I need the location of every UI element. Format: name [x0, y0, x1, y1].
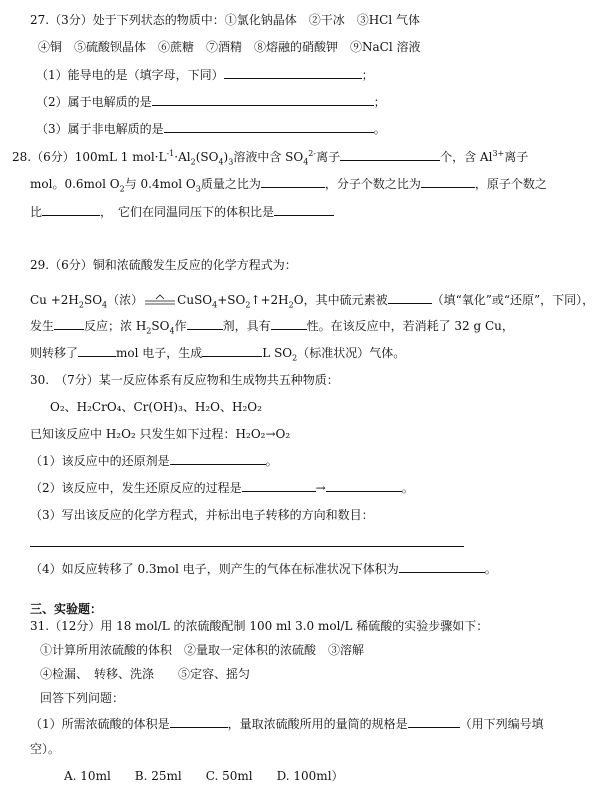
section-title: 三、实验题：	[30, 602, 103, 616]
q31-blank2[interactable]	[408, 716, 460, 728]
q30-blank1[interactable]	[170, 453, 266, 465]
q29-blank4[interactable]	[271, 318, 307, 330]
q30-part2: （2）该反应中，发生还原反应的过程是 → 。	[30, 481, 414, 495]
q31-steps-1: ①计算所用浓硫酸的体积 ②量取一定体积的浓硫酸 ③溶解	[40, 643, 365, 657]
q30-blank3[interactable]	[326, 480, 402, 492]
q27-part2: （2）属于电解质的是 ；	[36, 95, 386, 109]
q28-blank2[interactable]	[261, 176, 325, 188]
q29-blank2[interactable]	[54, 318, 84, 330]
q27-part1: （1）能导电的是（填字母，下同） ；	[36, 68, 374, 82]
q27-blank3[interactable]	[164, 121, 374, 133]
q28-line3: 比 ， 它们在同温同压下的体积比是	[30, 204, 334, 220]
q31-blank1[interactable]	[170, 716, 228, 728]
q28-line2: mol。0.6mol $O_2$与 0.4mol $O_3$质量之比为 ，分子个数之比为 ，原子个数之	[30, 177, 547, 194]
q29-line2: 发生 反应；浓 $H_2SO_4$作 剂，具有 性。在该反应中，若消耗了 32 g Cu，	[30, 319, 514, 336]
heat-arrow-icon	[143, 294, 177, 308]
q31-steps-2: ④检漏、 转移、洗涤 ⑤定容、摇匀	[40, 667, 251, 681]
q27-blank2[interactable]	[152, 94, 374, 106]
q29-blank6[interactable]	[202, 345, 262, 357]
q28-blank1[interactable]	[340, 149, 440, 161]
q29-blank3[interactable]	[187, 318, 223, 330]
q28-blank5[interactable]	[274, 204, 334, 216]
q28-blank4[interactable]	[42, 204, 100, 216]
q30-substances: O₂、H₂CrO₄、Cr(OH)₃、H₂O、H₂O₂	[50, 400, 262, 414]
q30-blank4[interactable]	[399, 561, 485, 573]
q31-part1: （1）所需浓硫酸的体积是 ，量取浓硫酸所用的量筒的规格是 （用下列编号填	[30, 717, 544, 731]
q29-blank5[interactable]	[78, 345, 116, 357]
q29-blank1[interactable]	[388, 292, 432, 304]
q27-blank1[interactable]	[224, 67, 362, 79]
q30-part3: （3）写出该反应的化学方程式，并标出电子转移的方向和数目：	[30, 508, 374, 522]
q27-head: 27.（3分）处于下列状态的物质中：①氯化钠晶体 ②干冰 ③HCl 气体	[30, 13, 421, 27]
q31-options: A. 10ml B. 25ml C. 50ml D. 100ml）	[64, 769, 344, 783]
q30-head: 30. （7分）某一反应体系有反应物和生成物共五种物质：	[30, 373, 339, 387]
q27-part3: （3）属于非电解质的是 。	[36, 122, 386, 136]
q28-line1: 28.（6分）100mL 1 $mol\cdot L^{-1}\cdot Al_2(SO_4)_3$溶液中含 $SO_4^{2-}$离子 个，含 $Al^{3+}$离子	[12, 149, 529, 167]
q30-part1: （1）该反应中的还原剂是 。	[30, 454, 278, 468]
q30-known: 已知该反应中 H₂O₂ 只发生如下过程：H₂O₂→O₂	[30, 427, 291, 441]
q31-answer-prompt: 回答下列问题：	[40, 691, 125, 705]
q30-part4: （4）如反应转移了 0.3mol 电子，则产生的气体在标准状况下体积为 。	[30, 562, 497, 576]
q31-head: 31.（12分）用 18 mol/L 的浓硫酸配制 100 ml 3.0 mol/L 稀硫酸的实验步骤如下：	[30, 619, 489, 633]
q30-answer-line[interactable]	[30, 546, 464, 547]
q28-blank3[interactable]	[421, 176, 475, 188]
q30-blank2[interactable]	[242, 480, 316, 492]
q29-line3: 则转移了 mol 电子，生成 L $SO_2$（标准状况）气体。	[30, 346, 406, 363]
q29-head: 29.（6分）铜和浓硫酸发生反应的化学方程式为：	[30, 258, 297, 272]
q27-items: ④铜 ⑤硫酸钡晶体 ⑥蔗糖 ⑦酒精 ⑧熔融的硝酸钾 ⑨NaCl 溶液	[38, 40, 421, 54]
q29-equation: $Cu +2H_2SO_4$（浓） $CuSO_4+SO_2↑+2H_2O$，其中硫元素被 （填“氧化”或“还原”，下同），	[30, 292, 594, 308]
q31-part1-cont: 空）。	[30, 742, 61, 756]
